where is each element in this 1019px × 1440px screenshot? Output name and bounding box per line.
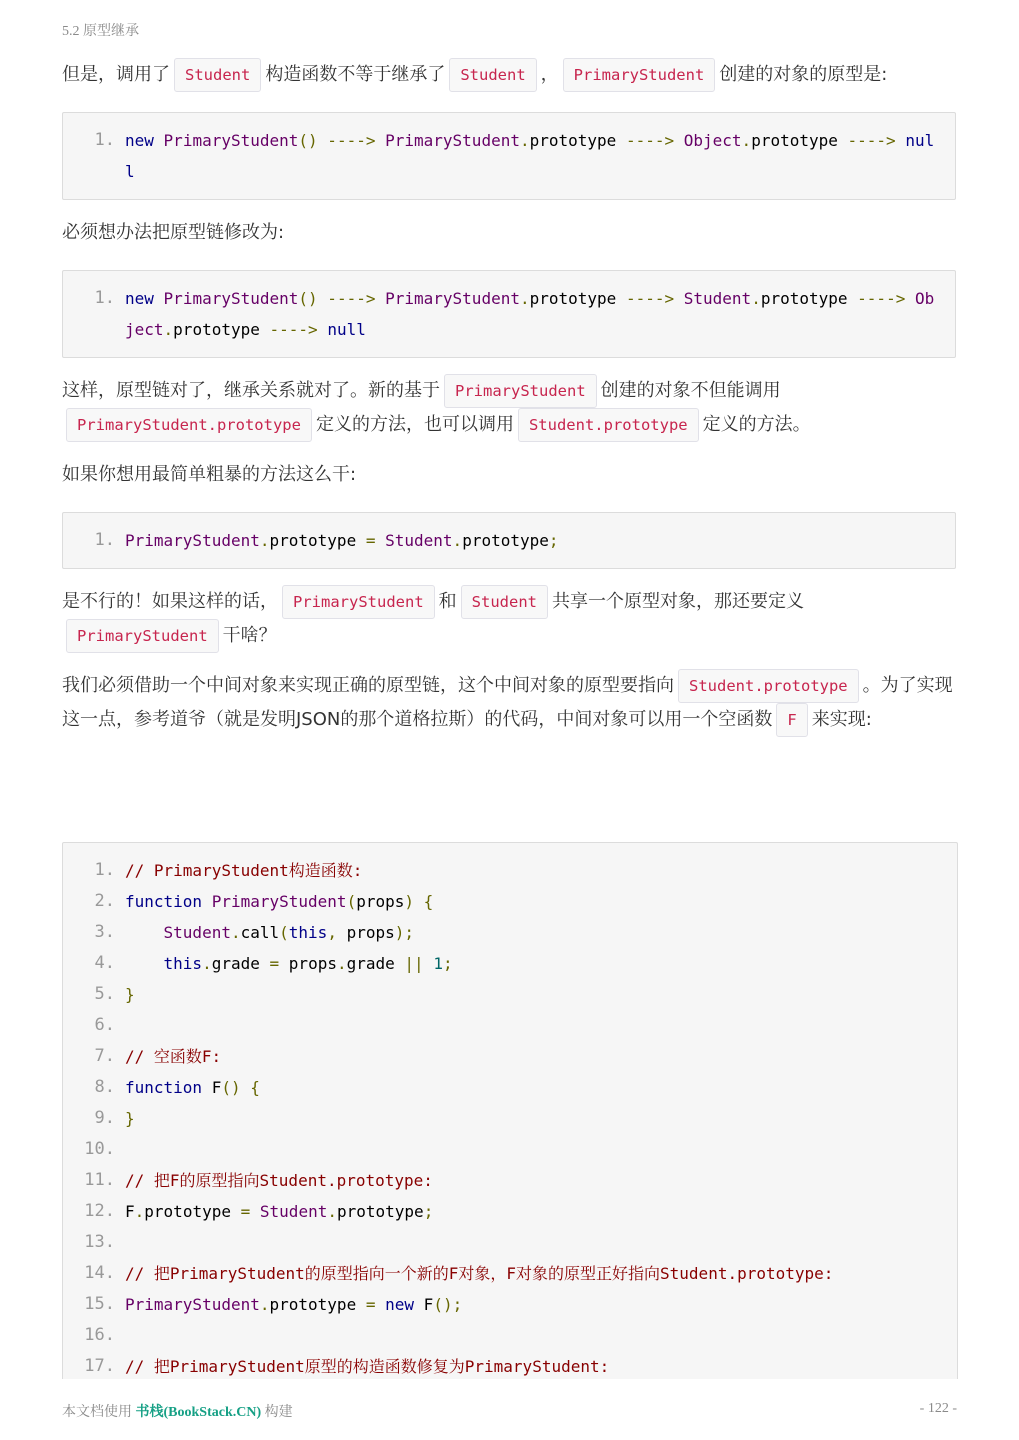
code-line	[73, 1103, 943, 1134]
line-number: 1.	[94, 530, 115, 550]
text: 定义的方法。	[702, 414, 811, 435]
footer-brand-link[interactable]: 书栈(BookStack.CN)	[135, 1405, 262, 1420]
code-line	[73, 1041, 943, 1072]
inline-code: PrimaryStudent	[66, 619, 219, 653]
code-text	[125, 1227, 943, 1258]
code-block-1	[62, 112, 956, 200]
code-block-4-clip	[62, 842, 958, 1379]
code-line	[73, 1196, 943, 1227]
code-line	[73, 525, 941, 556]
inline-code: PrimaryStudent	[563, 58, 716, 92]
code-text	[125, 1320, 943, 1351]
code-text: this.grade = props.grade || 1;	[163, 954, 453, 973]
inline-code: Student.prototype	[518, 408, 699, 442]
text: 和	[438, 591, 457, 612]
paragraph-3	[62, 374, 956, 442]
text: 共享一个原型对象，那还要定义	[551, 591, 804, 612]
code-text: // 把PrimaryStudent原型的构造函数修复为PrimaryStudent:	[125, 1357, 610, 1376]
inline-code: PrimaryStudent	[444, 374, 597, 408]
line-number: 1.	[94, 860, 115, 880]
code-text: Student.call(this, props);	[163, 923, 415, 942]
text: 构造函数不等于继承了	[265, 64, 446, 85]
code-text: }	[125, 985, 135, 1004]
inline-code: Student.prototype	[678, 669, 859, 703]
code-text: new PrimaryStudent() ----> PrimaryStudent.prototype ----> Student.prototype ----> Object.prototype ----> null	[125, 289, 935, 339]
text: 是不行的！如果这样的话，	[62, 591, 278, 612]
line-number: 15.	[84, 1294, 115, 1314]
text: 定义的方法，也可以调用	[315, 414, 514, 435]
code-text	[125, 1010, 943, 1041]
line-number: 3.	[94, 922, 115, 942]
text: 干啥？	[222, 625, 277, 646]
code-line	[73, 979, 943, 1010]
code-text: // 把PrimaryStudent的原型指向一个新的F对象，F对象的原型正好指向Student.prototype:	[125, 1264, 834, 1283]
line-number: 14.	[84, 1263, 115, 1283]
code-line	[73, 1289, 943, 1320]
inline-code: Student	[449, 58, 536, 92]
line-number: 8.	[94, 1077, 115, 1097]
line-number: 16.	[84, 1325, 115, 1345]
line-number: 2.	[94, 891, 115, 911]
code-line	[73, 125, 941, 187]
page-header: 5.2 原型继承	[62, 24, 139, 39]
paragraph-4: 如果你想用最简单粗暴的方法这么干:	[62, 464, 357, 485]
text: 创建的对象的原型是:	[719, 64, 888, 85]
code-line	[73, 1320, 943, 1351]
text: 。为了实现这一点，参考道爷（就是发明JSON的那个道格拉斯）的代码，中间对象可以用一个空函数	[62, 675, 953, 730]
code-line	[73, 886, 943, 917]
code-text	[125, 1134, 943, 1165]
code-text: PrimaryStudent.prototype = new F();	[125, 1295, 463, 1314]
line-number: 13.	[84, 1232, 115, 1252]
page-number: - 122 -	[919, 1401, 957, 1416]
code-block-3	[62, 512, 956, 569]
code-text: F.prototype = Student.prototype;	[125, 1202, 434, 1221]
code-text: // PrimaryStudent构造函数:	[125, 861, 363, 880]
line-number: 12.	[84, 1201, 115, 1221]
code-text: }	[125, 1109, 135, 1128]
footer-suffix: 构建	[261, 1405, 293, 1420]
code-line	[73, 1258, 943, 1289]
line-number: 6.	[94, 1015, 115, 1035]
footer-prefix: 本文档使用	[62, 1405, 136, 1420]
line-number: 17.	[84, 1356, 115, 1376]
line-number: 11.	[84, 1170, 115, 1190]
document-body	[62, 58, 956, 737]
code-text: function PrimaryStudent(props) {	[125, 892, 434, 911]
code-text: function F() {	[125, 1078, 260, 1097]
line-number: 5.	[94, 984, 115, 1004]
inline-code: PrimaryStudent	[282, 585, 435, 619]
code-line	[73, 1072, 943, 1103]
code-block-2	[62, 270, 956, 358]
code-line	[73, 917, 943, 948]
text: 我们必须借助一个中间对象来实现正确的原型链，这个中间对象的原型要指向	[62, 675, 674, 696]
code-text: // 空函数F:	[125, 1047, 222, 1066]
code-text: new PrimaryStudent() ----> PrimaryStudent.prototype ----> Object.prototype ----> null	[125, 131, 935, 181]
code-line	[73, 1134, 943, 1165]
code-text: // 把F的原型指向Student.prototype:	[125, 1171, 433, 1190]
text: 创建的对象不但能调用	[600, 380, 781, 401]
inline-code: Student	[461, 585, 548, 619]
code-text: PrimaryStudent.prototype = Student.prototype;	[125, 531, 559, 550]
paragraph-1	[62, 58, 956, 92]
code-line	[73, 1165, 943, 1196]
inline-code: F	[776, 703, 807, 737]
inline-code: Student	[174, 58, 261, 92]
paragraph-5	[62, 585, 956, 653]
code-line	[73, 1010, 943, 1041]
text: 来实现:	[811, 709, 872, 730]
code-line	[73, 283, 941, 345]
line-number: 7.	[94, 1046, 115, 1066]
text: ，	[540, 64, 559, 85]
line-number: 1.	[94, 288, 115, 308]
code-line	[73, 1227, 943, 1258]
line-number: 4.	[94, 953, 115, 973]
code-line	[73, 1351, 943, 1379]
code-block-4	[62, 842, 958, 1379]
paragraph-6	[62, 669, 956, 737]
footer-credit	[62, 1401, 293, 1421]
code-line	[73, 948, 943, 979]
line-number: 1.	[94, 130, 115, 150]
line-number: 9.	[94, 1108, 115, 1128]
line-number: 10.	[84, 1139, 115, 1159]
code-line	[73, 855, 943, 886]
text: 这样，原型链对了，继承关系就对了。新的基于	[62, 380, 440, 401]
paragraph-2: 必须想办法把原型链修改为:	[62, 222, 285, 243]
inline-code: PrimaryStudent.prototype	[66, 408, 312, 442]
text: 但是，调用了	[62, 64, 170, 85]
